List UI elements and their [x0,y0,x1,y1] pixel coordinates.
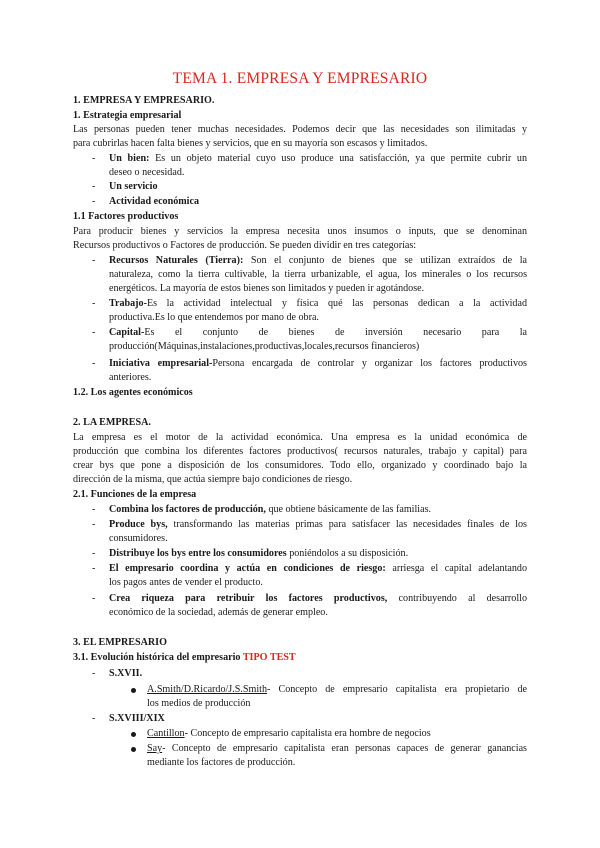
list-dash: - [92,298,96,309]
term-combina: Combina los factores de producción, [109,504,266,515]
list-dash: - [92,358,96,369]
list-item-continuation: anteriores. [109,372,152,383]
sublist-item-text: - Concepto de empresario capitalista era propietario de [267,684,527,695]
term-capital: Capital- [109,327,145,338]
sublist-item-continuation: mediante los factores de producción. [147,757,296,768]
term-distribuye: Distribuye los bys entre los consumidores [109,548,287,559]
list-item-recursos [109,254,527,268]
list-item-continuation: económico de la sociedad, además de generar empleo. [109,607,328,618]
term-bien: Un bien: [109,153,150,164]
list-item-combina [109,503,431,517]
name-cantillon: Cantillon [147,728,185,739]
list-item-produce [109,518,527,532]
names-smith-ricardo: A.Smith/D.Ricardo/J.S.Smith [147,684,268,695]
list-item-trabajo [109,297,527,311]
list-item-distribuye [109,547,408,561]
list-dash: - [92,327,96,338]
term-iniciativa: Iniciativa empresarial- [109,358,213,369]
paragraph-line: Las personas pueden tener muchas necesidades. Podemos decir que las necesidades son ilimitadas y [73,124,527,135]
subheading-factores: 1.1 Factores productivos [73,211,179,222]
list-item-text: Es el conjunto de bienes de inversión necesario para la [144,327,527,338]
sublist-item-smith [147,683,527,697]
list-item-bien [109,152,527,166]
list-item-text: Persona encargada de controlar y organizar los factores productivos [212,358,527,369]
term-produce: Produce bys, [109,519,168,530]
paragraph-line: producción que combina los diferentes factores productivos( recursos naturales, trabajo y capital) para [73,446,527,457]
paragraph-line: crear bys que pone a disposición de los consumidores. Todo ello, organizado y coordinado bajo la [73,460,527,471]
name-say: Say [147,743,163,754]
term-riqueza: Crea riqueza para retribuir los factores productivos, [109,593,388,604]
list-dash: - [92,593,96,604]
list-item-sxvii: S.XVII. [109,668,143,679]
list-dash: - [92,668,96,679]
list-dash: - [92,548,96,559]
list-dash: - [92,153,96,164]
bullet-dot [131,747,136,752]
term-coordina: El empresario coordina y actúa en condiciones de riesgo: [109,563,386,574]
list-item-text: Es la actividad intelectual y física qué las personas dedican a la actividad [146,298,527,309]
list-item-text: transformando las materias primas para satisfacer las necesidades finales de los [167,519,527,530]
subheading-funciones: 2.1. Funciones de la empresa [73,489,197,500]
list-dash: - [92,181,96,192]
list-item-continuation: producción(Máquinas,instalaciones,productivas,locales,recursos financieros) [109,341,420,352]
paragraph-line: Recursos productivos o Factores de producción. Se pueden dividir en tres categorías: [73,240,417,251]
subheading-estrategia: 1. Estrategia empresarial [73,110,182,121]
list-dash: - [92,196,96,207]
list-item-continuation: productiva.Es lo que entendemos por mano de obra. [109,312,319,323]
list-item-text: que obtiene básicamente de las familias. [265,504,432,515]
subheading-evolucion-text: 3.1. Evolución histórica del empresario [73,652,241,663]
list-item-text: contribuyendo al desarrollo [387,593,527,604]
list-item-continuation: naturaleza, como la tierra cultivable, la tierra urbanizable, el agua, los minerales o los recursos [109,269,527,280]
subheading-evolucion [73,651,296,665]
list-dash: - [92,519,96,530]
list-item-servicio: Un servicio [109,181,158,192]
subheading-agentes: 1.2. Los agentes económicos [73,387,193,398]
paragraph-line: dirección de la misma, que actúa siempre bajo condiciones de riesgo. [73,474,353,485]
list-item-continuation: energéticos. La mayoría de estos bienes son limitados y pueden ir agotándose. [109,283,425,294]
bullet-dot [131,688,136,693]
list-item-continuation: consumidores. [109,533,168,544]
sublist-item-text: - Concepto de empresario capitalista era hombre de negocios [184,728,431,739]
sublist-item-cantillon [147,727,431,741]
list-dash: - [92,255,96,266]
list-dash: - [92,504,96,515]
list-item-text: poniéndolos a su disposición. [286,548,409,559]
list-item-actividad: Actividad económica [109,196,199,207]
sublist-item-text: - Concepto de empresario capitalista eran personas capaces de generar ganancias [162,743,527,754]
list-item-continuation: deseo o necesidad. [109,167,185,178]
term-recursos-naturales: Recursos Naturales (Tierra): [109,255,244,266]
list-item-text: Son el conjunto de bienes que se utilizan extraídos de la [243,255,527,266]
list-item-capital [109,326,527,340]
list-item-sxviii: S.XVIII/XIX [109,713,165,724]
section-1-heading: 1. EMPRESA Y EMPRESARIO. [73,95,215,106]
list-item-text: Es un objeto material cuyo uso produce una satisfacción, ya que permite cubrir un [149,153,528,164]
list-item-iniciativa [109,357,527,371]
paragraph-line: Para producir bienes y servicios la empresa necesita unos insumos o inputs, que se denominan [73,226,527,237]
bullet-dot [131,732,136,737]
section-3-heading: 3. EL EMPRESARIO [73,637,167,648]
list-item-continuation: los pagos antes de vender el producto. [109,577,263,588]
sublist-item-continuation: los medios de producción [147,698,251,709]
term-trabajo: Trabajo- [109,298,147,309]
list-dash: - [92,563,96,574]
paragraph-line: para cubrirlas hacen falta bienes y servicios, que en su mayoría son escasos y limitados. [73,138,428,149]
list-dash: - [92,713,96,724]
tipo-test-label: TIPO TEST [242,652,296,663]
list-item-coordina [109,562,527,576]
section-2-heading: 2. LA EMPRESA. [73,417,151,428]
list-item-riqueza [109,592,527,606]
sublist-item-say [147,742,527,756]
document-title: TEMA 1. EMPRESA Y EMPRESARIO [172,70,428,87]
paragraph-line: La empresa es el motor de la actividad económica. Una empresa es la unidad económica de [73,432,527,443]
list-item-text: arriesga el capital adelantando [385,563,527,574]
